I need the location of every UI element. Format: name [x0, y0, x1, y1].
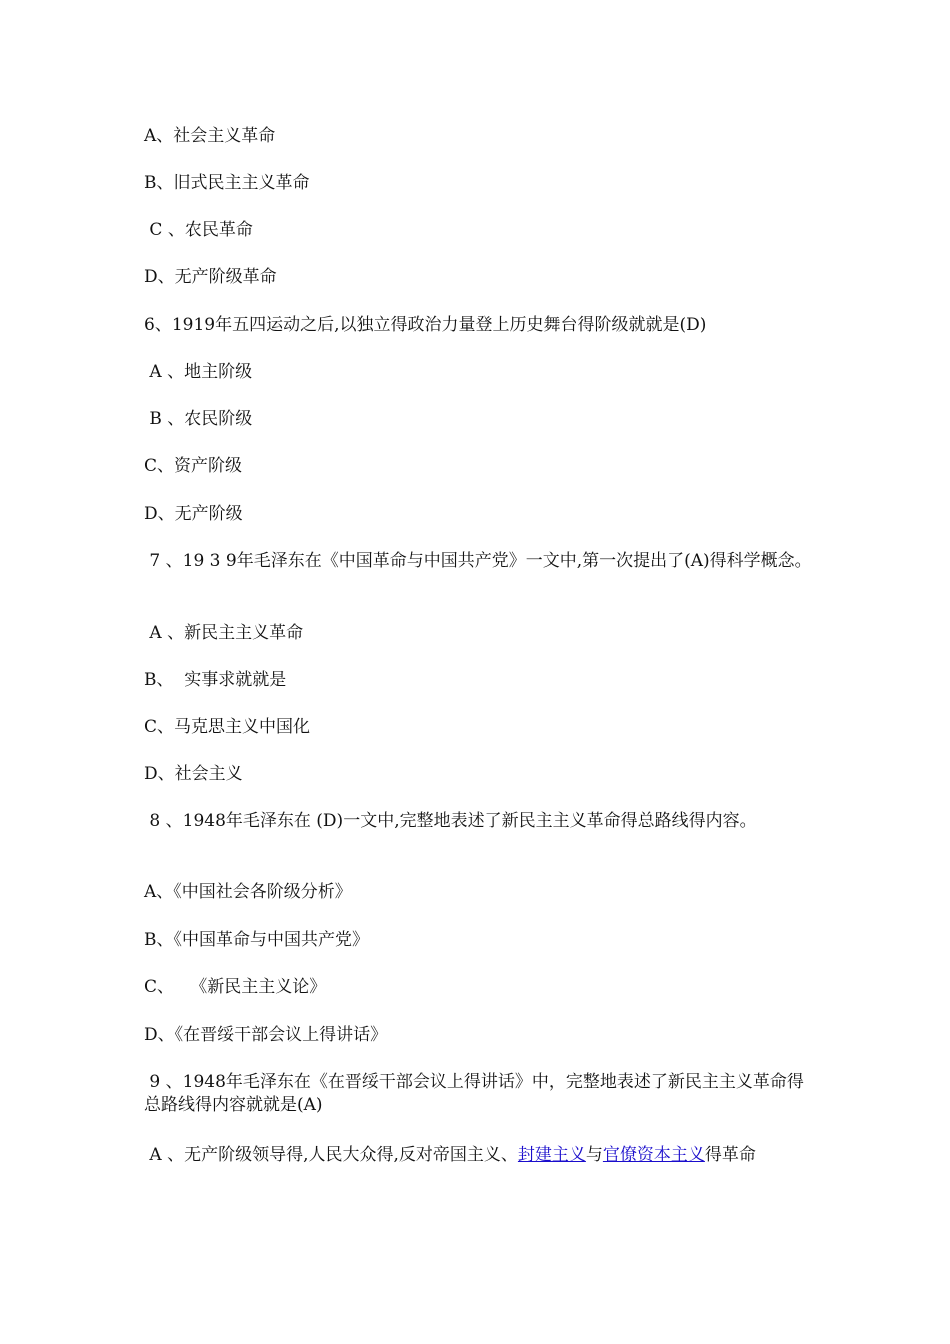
feudalism-link[interactable]: 封建主义	[517, 1145, 586, 1165]
option-a: A 、新民主主义革命	[144, 623, 304, 643]
option-text: 与	[585, 1145, 603, 1165]
option-c: C、资产阶级	[144, 456, 243, 476]
option-c: C、 《新民主主义论》	[144, 977, 327, 997]
option-d: D、社会主义	[144, 764, 243, 784]
question-6: 6、1919年五四运动之后,以独立得政治力量登上历史舞台得阶级就就是(D)	[144, 315, 707, 335]
option-a: A、《中国社会各阶级分析》	[144, 882, 352, 902]
option-text: 得革命	[704, 1145, 756, 1165]
question-8: 8 、1948年毛泽东在 (D)一文中,完整地表述了新民主主义革命得总路线得内容。	[144, 811, 757, 831]
option-a: A、社会主义革命	[144, 126, 276, 146]
bureaucrat-capitalism-link[interactable]: 官僚资本主义	[602, 1145, 705, 1165]
option-a: A 、地主阶级	[144, 362, 253, 382]
option-b: B、旧式民主主义革命	[144, 173, 310, 193]
option-d: D、《在晋绥干部会议上得讲话》	[144, 1025, 388, 1045]
question-7: 7 、19 3 9年毛泽东在《中国革命与中国共产党》一文中,第一次提出了(A)得科学概念。	[144, 551, 812, 571]
question-9: 9 、1948年毛泽东在《在晋绥干部会议上得讲话》中，完整地表述了新民主主义革命得总路线得内容就就是(A)	[144, 1072, 804, 1115]
option-d: D、无产阶级革命	[144, 267, 277, 287]
option-text: A 、无产阶级领导得,人民大众得,反对帝国主义、	[144, 1145, 518, 1165]
option-a	[144, 1144, 814, 1167]
option-c: C 、农民革命	[144, 220, 253, 240]
option-b: B、 实事求就就是	[144, 670, 287, 690]
option-b: B 、农民阶级	[144, 409, 253, 429]
option-d: D、无产阶级	[144, 504, 243, 524]
option-c: C、马克思主义中国化	[144, 717, 311, 737]
option-b: B、《中国革命与中国共产党》	[144, 930, 369, 950]
